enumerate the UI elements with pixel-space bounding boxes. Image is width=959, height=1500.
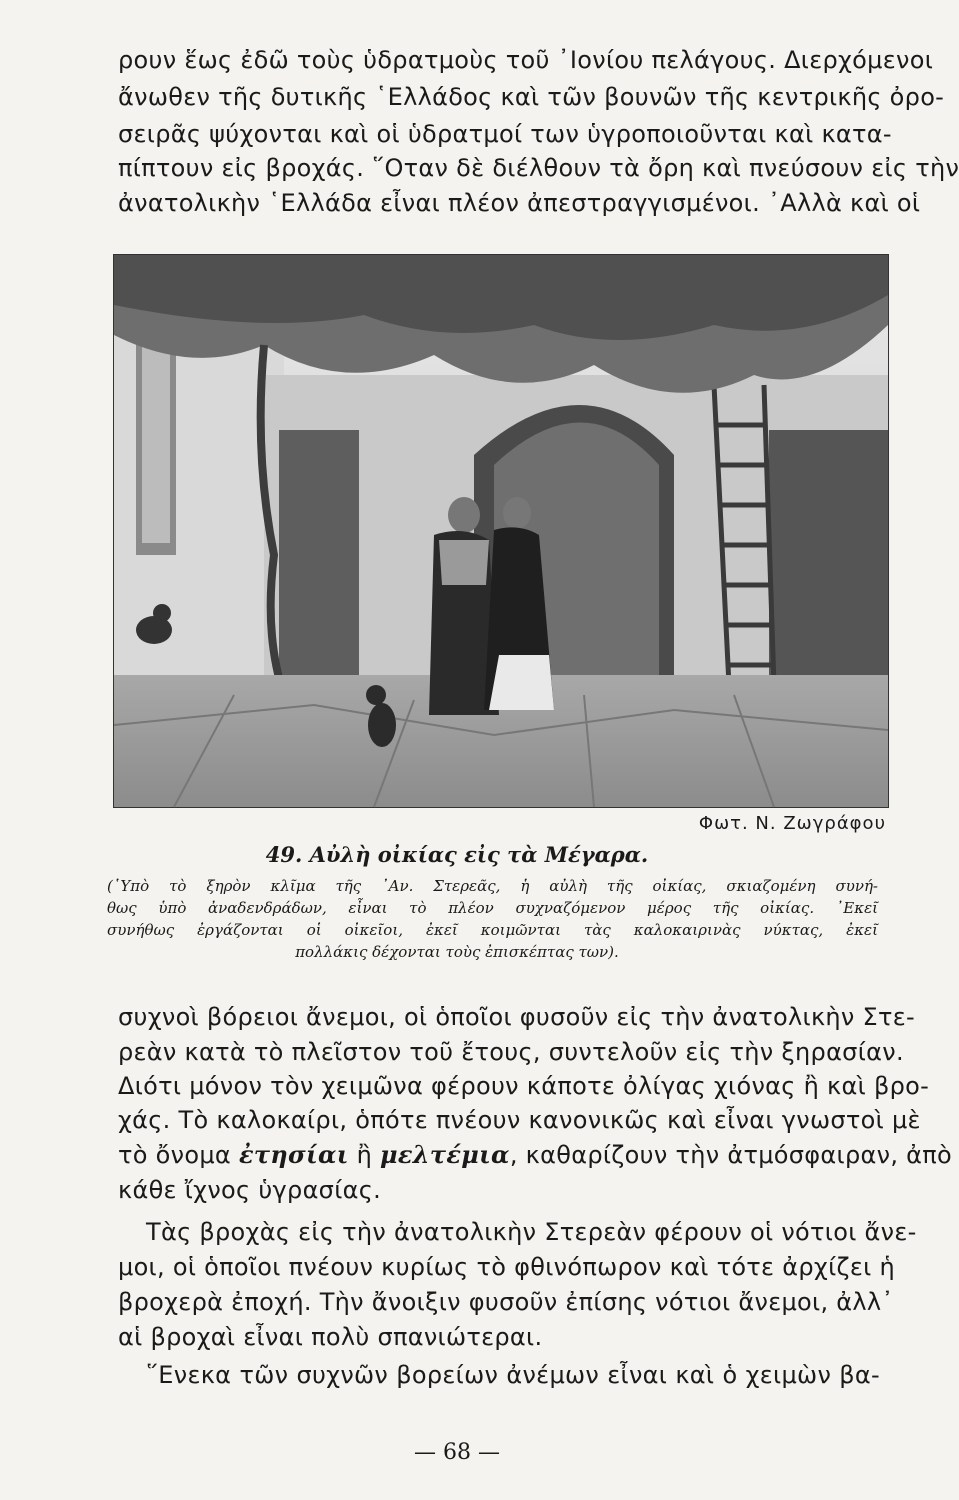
emphasized-term: ἐτησίαι — [238, 1140, 349, 1169]
text-line: ρεὰν κατὰ τὸ πλεῖστον τοῦ ἔτους, συντελοῦν εἰς τὴν ξηρασίαν. — [118, 1038, 904, 1066]
text-line: Διότι μόνον τὸν χειμῶνα φέρουν κάποτε ὀλίγας χιόνας ἢ καὶ βρο- — [118, 1072, 930, 1100]
text-line: πίπτουν εἰς βροχάς. ῞Οταν δὲ διέλθουν τὰ ὄρη καὶ πνεύσουν εἰς τὴν — [118, 154, 959, 182]
courtyard-photo-image — [114, 255, 888, 807]
text-line: συχνοὶ βόρειοι ἄνεμοι, οἱ ὁποῖοι φυσοῦν εἰς τὴν ἀνατολικὴν Στε- — [118, 1003, 915, 1031]
caption-line: (῾Υπὸ τὸ ξηρὸν κλῖμα τῆς ᾽Αν. Στερεᾶς, ἡ αὐλὴ τῆς οἰκίας, σκιαζομένη συνή- — [107, 877, 878, 895]
text-line: χάς. Τὸ καλοκαίρι, ὁπότε πνέουν κανονικῶς καὶ εἶναι γνωστοὶ μὲ — [118, 1106, 921, 1134]
caption-line: πολλάκις δέχονται τοὺς ἐπισκέπτας των). — [295, 943, 619, 961]
text-line: μοι, οἱ ὁποῖοι πνέουν κυρίως τὸ φθινόπωρον καὶ τότε ἀρχίζει ἡ — [118, 1253, 895, 1281]
photo-credit: Φωτ. Ν. Ζωγράφου — [698, 813, 886, 834]
caption-line: συνήθως ἐργάζονται οἱ οἰκεῖοι, ἐκεῖ κοιμῶνται τὰς καλοκαιρινὰς νύκτας, ἐκεῖ — [107, 921, 878, 939]
text-line: αἱ βροχαὶ εἶναι πολὺ σπανιώτεραι. — [118, 1323, 543, 1351]
text-line: ἀνατολικὴν ῾Ελλάδα εἶναι πλέον ἀπεστραγγισμένοι. ᾽Αλλὰ καὶ οἱ — [118, 189, 921, 217]
text-segment: , καθαρίζουν τὴν ἀτμόσφαιραν, ἀπὸ — [509, 1141, 953, 1169]
text-segment: ἢ — [348, 1141, 381, 1169]
page-number: — 68 — — [414, 1440, 500, 1465]
text-segment: τὸ ὄνομα — [118, 1141, 239, 1169]
text-line: σειρᾶς ψύχονται καὶ οἱ ὑδρατμοί των ὑγροποιοῦνται καὶ κατα- — [118, 120, 892, 148]
text-line: Τὰς βροχὰς εἰς τὴν ἀνατολικὴν Στερεὰν φέρουν οἱ νότιοι ἄνε- — [146, 1218, 917, 1246]
text-line: ἄνωθεν τῆς δυτικῆς ῾Ελλάδος καὶ τῶν βουνῶν τῆς κεντρικῆς ὀρο- — [118, 83, 945, 111]
emphasized-term: μελτέμια — [380, 1140, 510, 1169]
text-line: κάθε ἴχνος ὑγρασίας. — [118, 1176, 382, 1204]
figure-caption-title: 49. Αὐλὴ οἰκίας εἰς τὰ Μέγαρα. — [265, 842, 649, 867]
caption-line: θως ὑπὸ ἀναδενδράδων, εἶναι τὸ πλέον συχναζόμενον μέρος τῆς οἰκίας. ᾽Εκεῖ — [107, 899, 878, 917]
text-line — [118, 1138, 953, 1172]
text-line: βροχερὰ ἐποχή. Τὴν ἄνοιξιν φυσοῦν ἐπίσης νότιοι ἄνεμοι, ἀλλ᾽ — [118, 1288, 894, 1316]
text-line: ρουν ἕως ἐδῶ τοὺς ὑδρατμοὺς τοῦ ᾽Ιονίου πελάγους. Διερχόμενοι — [118, 46, 934, 74]
text-line: ῞Ενεκα τῶν συχνῶν βορείων ἀνέμων εἶναι καὶ ὁ χειμὼν βα- — [146, 1361, 880, 1389]
courtyard-photograph — [113, 254, 889, 808]
